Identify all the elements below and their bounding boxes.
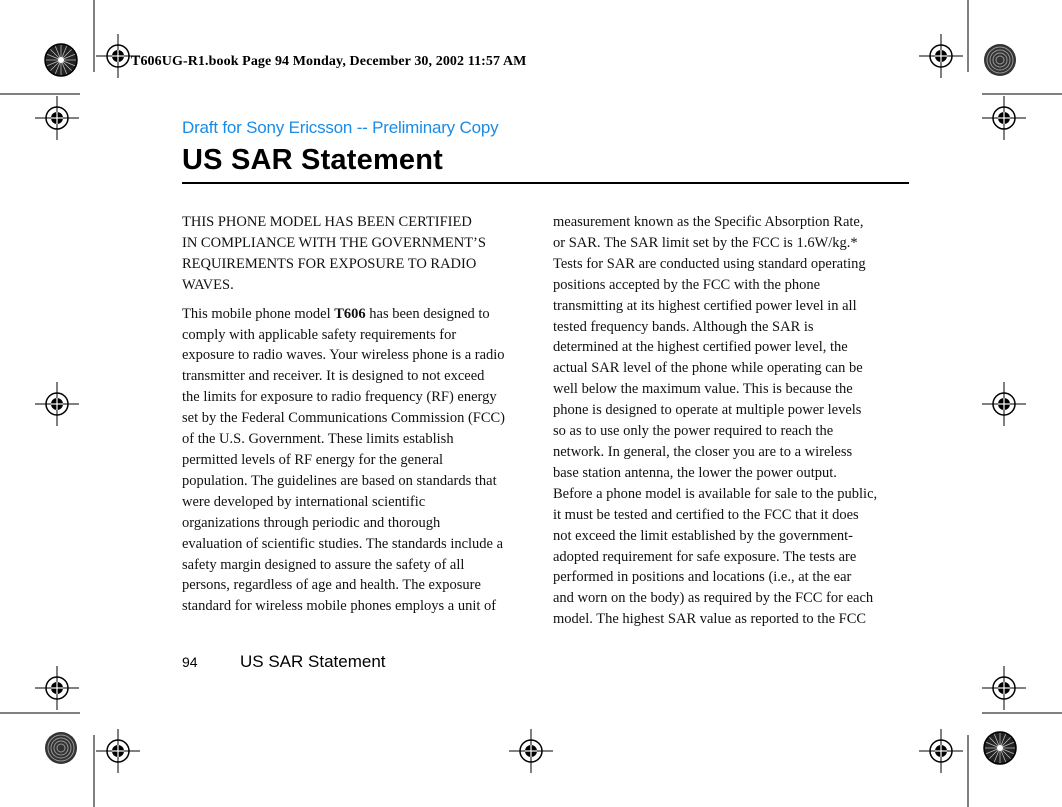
paragraph-line: transmitter and receiver. It is designed to not exceed xyxy=(182,368,485,385)
paragraph-line: of the U.S. Government. These limits establish xyxy=(182,431,454,448)
paragraph-line: permitted levels of RF energy for the general xyxy=(182,451,444,468)
registration-mark-icon xyxy=(919,34,963,78)
caps-line: THIS PHONE MODEL HAS BEEN CERTIFIED xyxy=(182,214,472,230)
paragraph-line: transmitting at its highest certified power level in all xyxy=(553,297,857,314)
paragraph-line: base station antenna, the lower the power output. xyxy=(553,464,837,481)
paragraph-line: positions accepted by the FCC with the phone xyxy=(553,276,821,293)
paragraph-line: performed in positions and locations (i.e., at the ear xyxy=(553,569,852,586)
paragraph-line: actual SAR level of the phone while operating can be xyxy=(553,360,863,377)
ring-target-icon xyxy=(984,44,1016,76)
model-name: T606 xyxy=(334,305,366,322)
page-number: 94 xyxy=(182,654,198,670)
file-slug: T606UG-R1.book Page 94 Monday, December 30, 2002 11:57 AM xyxy=(131,54,527,69)
page-title: US SAR Statement xyxy=(182,144,444,176)
caps-line: WAVES. xyxy=(182,276,234,293)
paragraph-line: evaluation of scientific studies. The standards include a xyxy=(182,535,504,552)
registration-mark-icon xyxy=(35,666,79,710)
caps-line: IN COMPLIANCE WITH THE GOVERNMENT’S xyxy=(182,234,486,251)
paragraph-line: so as to use only the power required to reach the xyxy=(553,423,834,440)
paragraph-line: adopted requirement for safe exposure. The tests are xyxy=(553,548,857,565)
registration-mark-icon xyxy=(982,382,1026,426)
paragraph-line: phone is designed to operate at multiple power levels xyxy=(553,402,862,419)
paragraph-line: exposure to radio waves. Your wireless phone is a radio xyxy=(182,347,505,364)
paragraph-line: persons, regardless of age and health. The exposure xyxy=(182,577,481,594)
paragraph-line: it must be tested and certified to the FCC that it does xyxy=(553,506,859,523)
paragraph-line: measurement known as the Specific Absorption Rate, xyxy=(553,214,864,230)
registration-mark-icon xyxy=(35,382,79,426)
paragraph-line: population. The guidelines are based on standards that xyxy=(182,472,497,489)
registration-mark-icon xyxy=(96,729,140,773)
paragraph-line: Before a phone model is available for sale to the public, xyxy=(553,485,878,502)
registration-mark-icon xyxy=(35,96,79,140)
paragraph-line: comply with applicable safety requirements for xyxy=(182,326,457,343)
paragraph-line: were developed by international scientific xyxy=(182,493,426,510)
paragraph-line: not exceed the limit established by the government- xyxy=(553,527,853,544)
paragraph-line: organizations through periodic and thorough xyxy=(182,514,441,531)
footer-section-title: US SAR Statement xyxy=(240,652,386,671)
paragraph-line: standard for wireless mobile phones employs a unit of xyxy=(182,598,497,615)
registration-mark-icon xyxy=(919,729,963,773)
paragraph-line: and worn on the body) as required by the FCC for each xyxy=(553,590,874,607)
paragraph-line: set by the Federal Communications Commission (FCC) xyxy=(182,410,506,427)
ring-target-icon xyxy=(45,732,77,764)
draft-notice: Draft for Sony Ericsson -- Preliminary Copy xyxy=(182,118,499,137)
paragraph-line: safety margin designed to assure the safety of all xyxy=(182,556,465,573)
paragraph-first-line xyxy=(182,304,538,325)
registration-mark-icon xyxy=(982,666,1026,710)
paragraph-line: network. In general, the closer you are to a wireless xyxy=(553,443,853,460)
paragraph-line: model. The highest SAR value as reported to the FCC xyxy=(553,611,867,628)
paragraph-line: determined at the highest certified power level, the xyxy=(553,339,848,356)
title-rule xyxy=(182,182,909,184)
paragraph-line: Tests for SAR are conducted using standard operating xyxy=(553,255,866,272)
caps-line: REQUIREMENTS FOR EXPOSURE TO RADIO xyxy=(182,255,477,272)
registration-mark-icon xyxy=(509,729,553,773)
registration-mark-icon xyxy=(982,96,1026,140)
star-target-icon xyxy=(984,732,1016,764)
text-segment: This mobile phone model xyxy=(182,305,335,322)
paragraph-line: tested frequency bands. Although the SAR is xyxy=(553,318,814,335)
paragraph-line: or SAR. The SAR limit set by the FCC is 1.6W/kg.* xyxy=(553,234,858,251)
paragraph-line: well below the maximum value. This is because the xyxy=(553,381,853,398)
star-target-icon xyxy=(45,44,77,76)
text-segment: has been designed to xyxy=(365,305,490,322)
right-column xyxy=(553,212,913,630)
left-column xyxy=(182,212,538,617)
paragraph-line: the limits for exposure to radio frequency (RF) energy xyxy=(182,389,497,406)
